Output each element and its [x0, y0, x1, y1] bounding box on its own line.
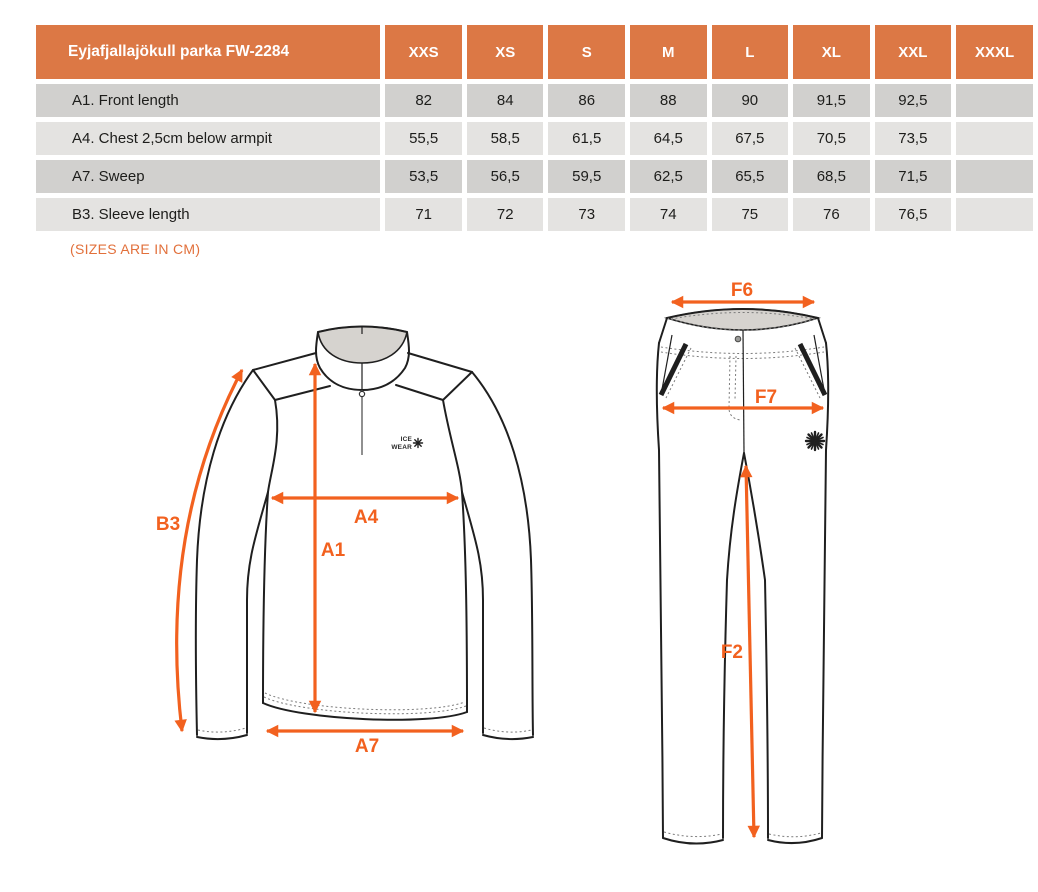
row-label-cell: A4. Chest 2,5cm below armpit	[36, 122, 380, 155]
left-outseam	[657, 343, 663, 838]
value-cell: 86	[548, 84, 625, 117]
value-cell: 92,5	[875, 84, 952, 117]
pants-drawing	[657, 309, 829, 844]
value-cell: 73	[548, 198, 625, 231]
value-cell: 71,5	[875, 160, 952, 193]
f2-label: F2	[720, 642, 743, 663]
a4-label: A4	[353, 507, 379, 528]
logo-line2: WEAR	[391, 444, 412, 451]
size-header-cell: S	[548, 25, 625, 79]
waist-button	[735, 336, 741, 342]
value-cell: 68,5	[793, 160, 870, 193]
fly-stitch	[729, 356, 740, 420]
f6-label: F6	[730, 280, 754, 301]
logo-line1: ICE	[400, 436, 412, 443]
value-cell: 62,5	[630, 160, 707, 193]
measurement-row	[36, 84, 1033, 117]
value-cell: 84	[467, 84, 544, 117]
a1-label: A1	[320, 540, 346, 561]
b3-label: B3	[155, 514, 181, 535]
value-cell: 67,5	[712, 122, 789, 155]
value-cell: 59,5	[548, 160, 625, 193]
right-outseam	[822, 343, 828, 838]
value-cell: 56,5	[467, 160, 544, 193]
value-cell: 55,5	[385, 122, 462, 155]
right-pocket	[795, 335, 825, 398]
jacket-measurements	[156, 364, 463, 757]
body-right-seam	[462, 492, 467, 712]
row-label-cell: A1. Front length	[36, 84, 380, 117]
icewear-logo	[391, 436, 422, 451]
value-cell: 58,5	[467, 122, 544, 155]
row-label-cell: B3. Sleeve length	[36, 198, 380, 231]
value-cell: 70,5	[793, 122, 870, 155]
waist-opening	[667, 309, 818, 330]
pants-diagram	[630, 270, 860, 870]
value-cell: 75	[712, 198, 789, 231]
value-cell	[956, 198, 1033, 231]
f7-label: F7	[754, 387, 778, 408]
measurement-row	[36, 122, 1033, 155]
value-cell: 73,5	[875, 122, 952, 155]
a7-label: A7	[354, 736, 380, 757]
value-cell: 82	[385, 84, 462, 117]
value-cell: 76	[793, 198, 870, 231]
value-cell: 72	[467, 198, 544, 231]
value-cell: 65,5	[712, 160, 789, 193]
value-cell	[956, 122, 1033, 155]
size-header-cell: M	[630, 25, 707, 79]
f2-arrow	[746, 466, 754, 837]
b3-arrow	[177, 370, 242, 731]
value-cell: 76,5	[875, 198, 952, 231]
size-table	[31, 20, 1038, 236]
zipper-pull	[359, 391, 364, 396]
size-header-cell: XL	[793, 25, 870, 79]
value-cell: 53,5	[385, 160, 462, 193]
value-cell	[956, 84, 1033, 117]
size-header-cell: XXS	[385, 25, 462, 79]
right-sleeve	[462, 372, 533, 739]
size-header-cell: L	[712, 25, 789, 79]
measurement-row	[36, 198, 1033, 231]
product-title-cell: Eyjafjallajökull parka FW-2284	[36, 25, 380, 79]
value-cell	[956, 160, 1033, 193]
size-header-cell: XS	[467, 25, 544, 79]
value-cell: 90	[712, 84, 789, 117]
hem	[263, 703, 467, 720]
center-front-line	[743, 330, 744, 452]
sizes-note: (SIZES ARE IN CM)	[70, 241, 201, 257]
body-left-seam	[263, 492, 268, 703]
measurement-row	[36, 160, 1033, 193]
left-yoke	[253, 353, 330, 492]
jacket-drawing	[196, 326, 533, 739]
left-pocket	[661, 335, 691, 398]
value-cell: 71	[385, 198, 462, 231]
value-cell: 74	[630, 198, 707, 231]
jacket-diagram	[140, 290, 580, 770]
value-cell: 64,5	[630, 122, 707, 155]
row-label-cell: A7. Sweep	[36, 160, 380, 193]
snowflake-icon	[806, 432, 824, 450]
value-cell: 61,5	[548, 122, 625, 155]
size-header-cell: XXXL	[956, 25, 1033, 79]
snowflake-icon	[414, 439, 423, 448]
value-cell: 88	[630, 84, 707, 117]
table-header-row	[36, 25, 1033, 79]
right-yoke	[396, 353, 472, 492]
size-header-cell: XXL	[875, 25, 952, 79]
value-cell: 91,5	[793, 84, 870, 117]
left-sleeve	[196, 370, 268, 739]
